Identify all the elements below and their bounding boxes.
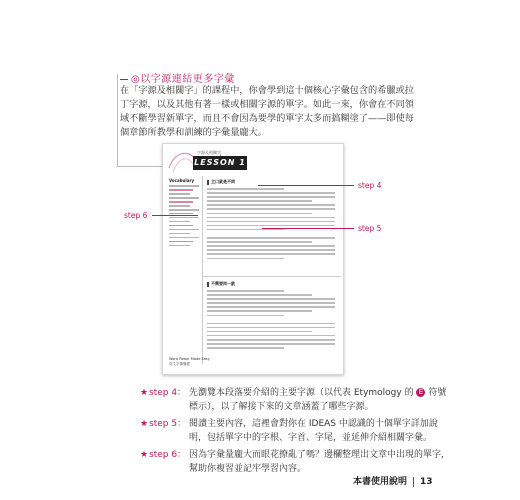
text-line bbox=[207, 323, 335, 325]
sidebar-line bbox=[169, 197, 199, 199]
sidebar-line bbox=[169, 241, 193, 243]
sidebar-line bbox=[169, 193, 190, 195]
text-line bbox=[207, 335, 335, 337]
callout-connector-vertical bbox=[117, 74, 118, 166]
column-divider bbox=[202, 176, 203, 364]
sidebar-line bbox=[169, 233, 190, 235]
heading-dash bbox=[120, 79, 128, 80]
callout-connector-horizontal bbox=[117, 166, 165, 167]
text-line bbox=[207, 196, 335, 198]
step-body bbox=[189, 387, 450, 414]
sidebar-line bbox=[169, 185, 199, 187]
step-name: step 6： bbox=[149, 450, 187, 460]
text-line bbox=[207, 343, 335, 345]
text-line bbox=[207, 339, 335, 341]
vocabulary-title: Vocabulary bbox=[169, 178, 195, 183]
text-line bbox=[207, 213, 312, 215]
unit-label: 字源及相關字 bbox=[197, 150, 221, 155]
page-footer bbox=[353, 474, 433, 487]
text-line bbox=[207, 188, 284, 190]
sidebar-line bbox=[169, 217, 199, 219]
step4-annotation: step 4 bbox=[358, 181, 382, 190]
step-name: step 5： bbox=[149, 419, 187, 429]
step-body: 因為字彙量龐大而眼花撩亂了嗎？邊欄整理出文章中出現的單字，幫助你複習並記牢學習內容。 bbox=[189, 450, 451, 474]
heading-text: 以字源連結更多字彙 bbox=[140, 74, 235, 85]
star-icon: ★ bbox=[140, 388, 149, 398]
sidebar-line bbox=[169, 229, 199, 231]
step-item-5 bbox=[140, 418, 450, 445]
sidebar-line bbox=[169, 221, 190, 223]
section-bar bbox=[207, 282, 209, 287]
text-line bbox=[207, 200, 312, 202]
text-line bbox=[207, 229, 284, 231]
section-title-1-text: 主口就是不同 bbox=[211, 179, 235, 184]
sidebar-line bbox=[169, 245, 190, 247]
text-line bbox=[207, 290, 284, 292]
text-line bbox=[207, 217, 335, 219]
mini-footer-line-2: 英文字彙聖經 bbox=[169, 362, 190, 366]
text-line bbox=[207, 258, 284, 260]
text-line bbox=[207, 347, 284, 349]
step-body-text: 先瀏覽本段落要介紹的主要字源（以代表 Etymology 的 bbox=[189, 388, 417, 398]
page-number: 13 bbox=[420, 477, 433, 487]
step5-pointer-line bbox=[262, 228, 354, 229]
star-icon: ★ bbox=[140, 419, 149, 429]
text-line bbox=[207, 306, 335, 308]
step5-annotation: step 5 bbox=[358, 224, 382, 233]
text-line bbox=[207, 327, 335, 329]
sidebar-line bbox=[169, 209, 199, 211]
section-title-2 bbox=[207, 281, 235, 287]
step-item-6 bbox=[140, 449, 450, 476]
text-line bbox=[207, 245, 335, 247]
etymology-e-icon: E bbox=[416, 388, 425, 397]
sidebar-line bbox=[169, 201, 193, 203]
text-line bbox=[207, 302, 335, 304]
sidebar-line bbox=[169, 225, 193, 227]
text-line bbox=[207, 294, 312, 296]
text-line bbox=[207, 310, 312, 312]
text-line bbox=[207, 315, 284, 317]
mini-footer-line-1: Word Power Made Easy bbox=[169, 357, 210, 361]
sidebar-line bbox=[169, 237, 199, 239]
sidebar-line bbox=[169, 189, 193, 191]
step4-pointer-line bbox=[258, 185, 354, 186]
text-line bbox=[207, 221, 335, 223]
footer-divider bbox=[413, 477, 414, 487]
text-line bbox=[207, 331, 312, 333]
section-title-1 bbox=[207, 179, 235, 185]
footer-label: 本書使用說明 bbox=[353, 477, 408, 487]
double-circle-icon: ◎ bbox=[131, 74, 141, 85]
section-title-2-text: 不需要同一款 bbox=[211, 281, 235, 286]
text-line bbox=[207, 253, 335, 255]
text-line bbox=[207, 298, 335, 300]
text-line bbox=[207, 208, 335, 210]
intro-paragraph: 在「字源及相關字」的課程中，你會學到這十個核心字彙包含的希臘或拉丁字源，以及其他有著一樣或相關字源的單字。如此一來，你會在不同領域不斷學習新單字，而且不會因為要學的單字太多而搞糊塗了——即使每個章節所教學和訓練的字彙量龐大。 bbox=[120, 85, 414, 138]
sidebar-line bbox=[169, 205, 190, 207]
section-heading bbox=[120, 70, 235, 85]
section-divider bbox=[203, 276, 341, 277]
text-line bbox=[207, 237, 335, 239]
vocabulary-sidebar bbox=[169, 178, 199, 249]
step-list bbox=[140, 387, 450, 480]
step6-annotation: step 6 bbox=[124, 211, 148, 220]
body-text-block-2 bbox=[207, 290, 335, 351]
mini-page-footer bbox=[169, 357, 210, 367]
section-bar bbox=[207, 180, 209, 185]
step6-pointer-line bbox=[152, 215, 198, 216]
step-body: 閱讀主要內容，這裡會對你在 IDEAS 中認識的十個單字詳加說明，包括單字中的字根、字首、字尾，並延伸介紹相關字彙。 bbox=[189, 419, 438, 443]
text-line bbox=[207, 225, 335, 227]
text-line bbox=[207, 241, 312, 243]
sample-page-thumbnail bbox=[162, 143, 344, 375]
text-line bbox=[207, 204, 335, 206]
body-text-block-1 bbox=[207, 188, 335, 262]
text-line bbox=[207, 192, 335, 194]
star-icon: ★ bbox=[140, 450, 149, 460]
lesson-ribbon: LESSON 1 bbox=[193, 156, 247, 170]
text-line bbox=[207, 249, 335, 251]
step-name: step 4： bbox=[149, 388, 187, 398]
step-item-4 bbox=[140, 387, 450, 414]
step-body-text-cont: 符號標示），以了解接下來的文章涵蓋了哪些字源。 bbox=[189, 388, 447, 412]
